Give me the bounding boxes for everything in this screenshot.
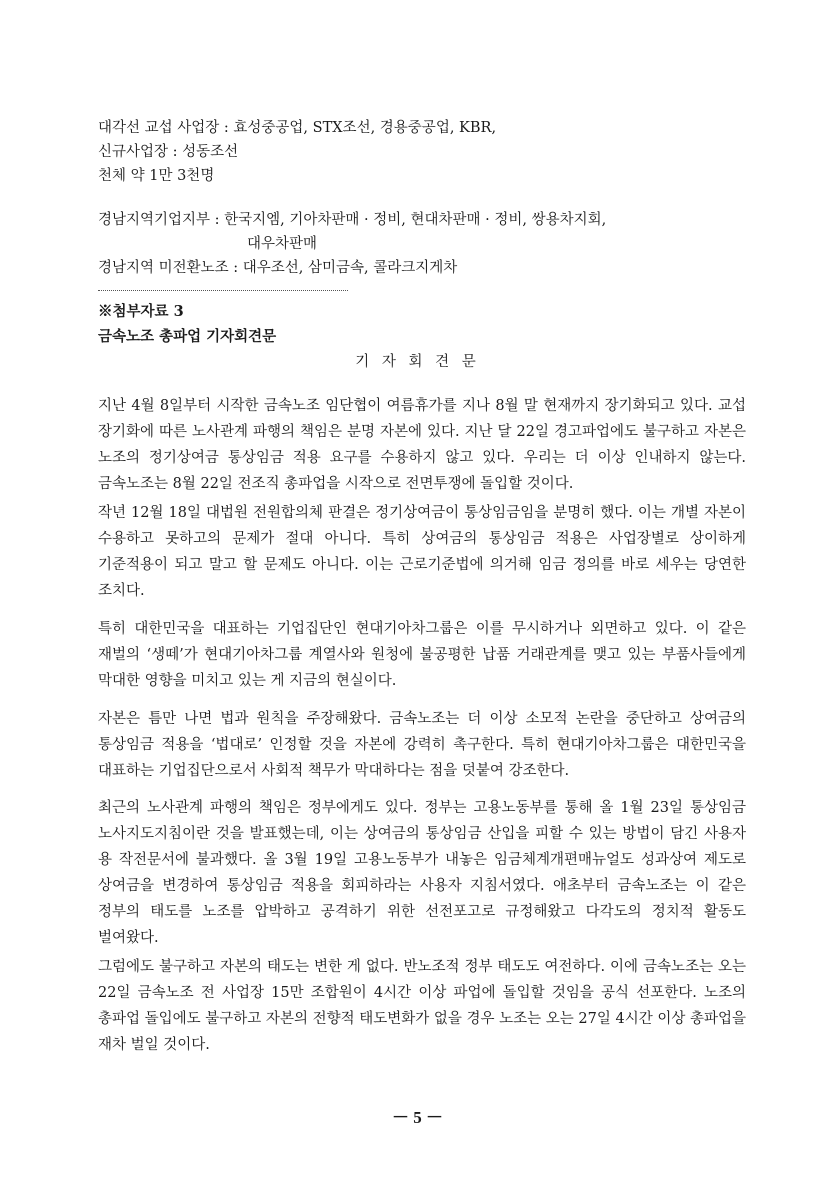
page-number: － 5 － — [392, 1108, 443, 1127]
header-line-unconverted-unions: 경남지역 미전환노조 : 대우조선, 삼미금속, 콜라크지게차 — [98, 260, 458, 276]
header-line-new-site: 신규사업장 : 성동조선 — [98, 144, 239, 160]
attachment-title: 금속노조 총파업 기자회견문 — [98, 328, 277, 345]
paragraph-3: 특히 대한민국을 대표하는 기업집단인 현대기아차그룹은 이를 무시하거나 외면하고 있다. 이 같은 재벌의 ‘생떼’가 현대기아차그룹 계열사와 원청에 불공평한 납품 거래관계를 맺고 있는 부품사들에게 막대한 영향을 미치고 있는 게 지금의 현실이다. — [98, 621, 746, 689]
paragraph-4: 자본은 틈만 나면 법과 원칙을 주장해왔다. 금속노조는 더 이상 소모적 논란을 중단하고 상여금의 통상임금 적용을 ‘법대로’ 인정할 것을 자본에 강력히 촉구한다. 특히 현대기아차그룹은 대한민국을 대표하는 기업집단으로서 사회적 책무가 막대하다는 점을 덧붙여 강조한다. — [98, 711, 746, 779]
attachment-label: ※첨부자료 3 — [98, 303, 184, 320]
header-line-daegakseon: 대각선 교섭 사업장 : 효성중공업, STX조선, 경용중공업, KBR, — [98, 120, 497, 136]
header-line-gyeongnam-branch-cont: 대우차판매 — [247, 236, 318, 252]
paragraph-5: 최근의 노사관계 파행의 책임은 정부에게도 있다. 정부는 고용노동부를 통해 올 1월 23일 통상임금 노사지도지침이란 것을 발표했는데, 이는 상여금의 통상임금 산입을 피할 수 있는 방법이 담긴 사용자 용 작전문서에 불과했다. 올 3월 19일 고용노동부가 내놓은 임금체계개편매뉴얼도 성과상여 제도로 상여금을 변경하여 통상임금 적용을 회피하라는 사용자 지침서였다. 애초부터 금속노조는 이 같은 정부의 태도를 노조를 압박하고 공격하기 위한 선전포고로 규정해왔고 다각도의 정치적 활동도 벌여왔다. — [98, 800, 746, 946]
paragraph-1: 지난 4월 8일부터 시작한 금속노조 임단협이 여름휴가를 지나 8월 말 현재까지 장기화되고 있다. 교섭 장기화에 따른 노사관계 파행의 책임은 분명 자본에 있다. 지난 달 22일 경고파업에도 불구하고 자본은 노조의 정기상여금 통상임금 적용 요구를 수용하지 않고 있다. 우리는 더 이상 인내하지 않는다. 금속노조는 8월 22일 전조직 총파업을 시작으로 전면투쟁에 돌입할 것이다. — [98, 398, 746, 492]
paragraph-2: 작년 12월 18일 대법원 전원합의체 판결은 정기상여금이 통상임금임을 분명히 했다. 이는 개별 자본이 수용하고 못하고의 문제가 절대 아니다. 특히 상여금의 통상임금 적용은 사업장별로 상이하게 기준적용이 되고 말고 할 문제도 아니다. 이는 근로기준법에 의거해 임금 정의를 바로 세우는 당연한 조치다. — [98, 505, 746, 599]
header-line-gyeongnam-branch: 경남지역기업지부 : 한국지엠, 기아차판매 · 정비, 현대차판매 · 정비, 쌍용차지회, — [98, 212, 607, 228]
paragraph-6: 그럼에도 불구하고 자본의 태도는 변한 게 없다. 반노조적 정부 태도도 여전하다. 이에 금속노조는 오는 22일 금속노조 전 사업장 15만 조합원이 4시간 이상 파업에 돌입할 것임을 공식 선포한다. 노조의 총파업 돌입에도 불구하고 자본의 전향적 태도변화가 없을 경우 노조는 오는 27일 4시간 이상 총파업을 재차 벌일 것이다. — [98, 959, 746, 1053]
press-conference-heading: 기 자 회 견 문 — [355, 354, 480, 370]
header-line-total: 천체 약 1만 3천명 — [98, 168, 215, 184]
divider-rule — [98, 290, 348, 291]
